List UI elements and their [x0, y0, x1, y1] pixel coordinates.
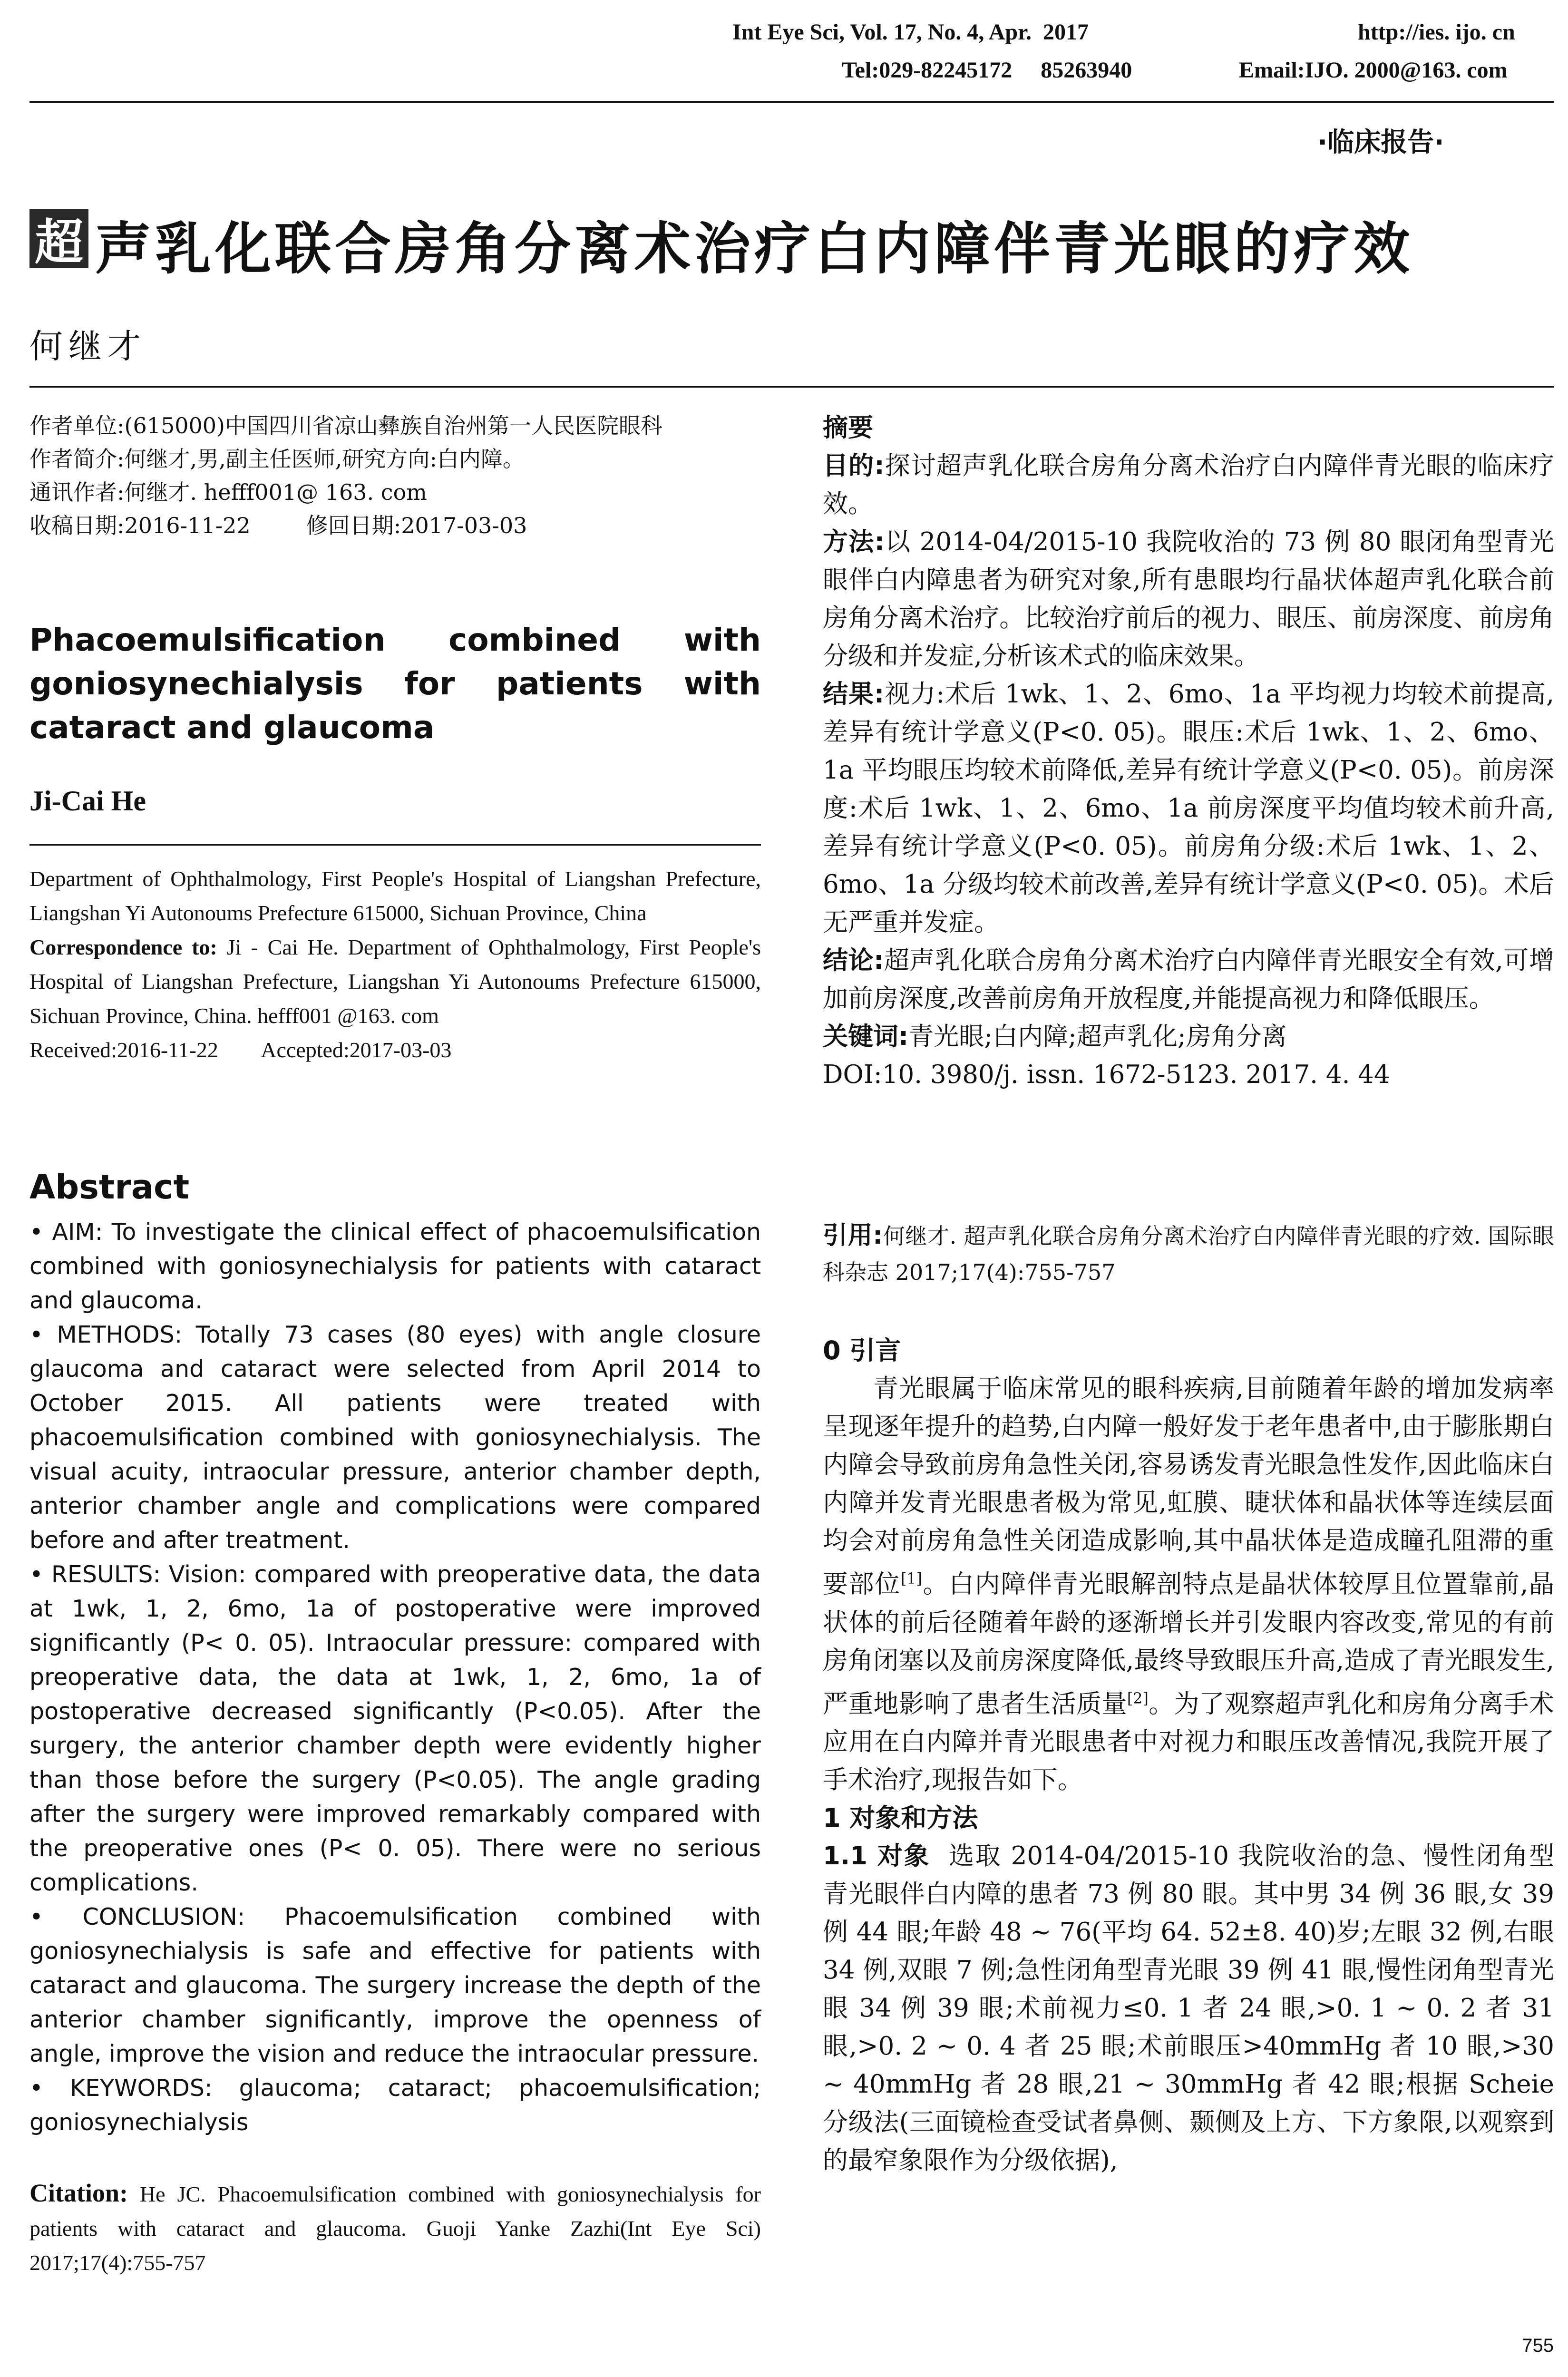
intro-heading: 0 引言: [823, 1335, 901, 1365]
citation-label: Citation:: [29, 2179, 128, 2207]
abstract-cn-results: 结果:视力:术后 1wk、1、2、6mo、1a 平均视力均较术前提高,差异有统计学意义(P<0. 05)。眼压:术后 1wk、1、2、6mo、1a 平均眼压均较术前降低,差异有统计学意义(P<0. 05)。前房深度:术后 1wk、1、2、6mo、1a 前房深度平均值均较术前升高,差异有统计学意义(P<0. 05)。前房角分级:术后 1wk、1、2、6mo、1a 分级均较术前改善,差异有统计学意义(P<0. 05)。术后无严重并发症。: [823, 680, 1554, 937]
journal-info: Int Eye Sci, Vol. 17, No. 4, Apr. 2017: [732, 19, 1089, 45]
doi-line: DOI:10. 3980/j. issn. 1672-5123. 2017. 4. 44: [823, 1060, 1390, 1089]
ref-2: [2]: [1127, 1689, 1149, 1707]
english-author: Ji-Cai He: [29, 785, 146, 817]
intro-paragraph: 青光眼属于临床常见的眼科疾病,目前随着年龄的增加发病率呈现逐年提升的趋势,白内障一般好发于老年患者中,由于膨胀期白内障会导致前房角急性关闭,容易诱发青光眼急性发作,因此临床白内障并发青光眼患者极为常见,虹膜、睫状体和晶状体等连续层面均会对前房角急性关闭造成影响,其中晶状体是造成瞳孔阻滞的重要部位[1]。白内障伴青光眼解剖特点是晶状体较厚且位置靠前,晶状体的前后径随着年龄的逐渐增长并引发眼内容改变,常见的有前房角闭塞以及前房深度降低,最终导致眼压升高,造成了青光眼发生,严重地影响了患者生活质量[2]。为了观察超声乳化和房角分离手术应用在白内障并青光眼患者中对视力和眼压改善情况,我院开展了手术治疗,现报告如下。: [823, 1374, 1555, 1795]
journal-tel: Tel:029-82245172 85263940: [842, 58, 1132, 83]
page-number: 755: [1522, 2335, 1554, 2356]
abstract-cn-conclusion: 结论:超声乳化联合房角分离术治疗白内障伴青光眼安全有效,可增加前房深度,改善前房角开放程度,并能提高视力和降低眼压。: [823, 946, 1554, 1013]
title-rule: [29, 386, 1554, 388]
affiliation-block: [29, 409, 761, 542]
abstract-methods: • METHODS: Totally 73 cases (80 eyes) with angle closure glaucoma and cataract were selected from April 2014 to October 2015. All patients were treated with phacoemulsification combined with goniosynechialysis. The visual acuity, intraocular pressure, anterior chamber depth, anterior chamber angle and complications were compared before and after treatment.: [29, 1321, 761, 1554]
abstract-en-block: [29, 1215, 761, 2140]
methods-heading: 1 对象和方法: [823, 1803, 978, 1833]
correspondence-text: Ji - Cai He. Department of Ophthalmology, First People's Hospital of Liangshan Prefecture, Liangshan Yi Autonoums Prefecture 615000, Sichuan Province, China. hefff001 @163. com: [29, 935, 761, 1028]
title-first-char: 超: [29, 209, 88, 268]
citation-cn: [823, 1218, 1554, 1290]
correspondence-line: 通讯作者:何继才. hefff001@ 163. com: [29, 479, 427, 505]
english-title: Phacoemulsification combined with goniosynechialysis for patients with cataract and glaucoma: [29, 622, 761, 746]
abstract-cn-heading: 摘要: [823, 413, 873, 442]
abstract-conclusion: • CONCLUSION: Phacoemulsification combined with goniosynechialysis is safe and effective for patients with cataract and glaucoma. The surgery increase the depth of the anterior chamber significantly, improve the openness of angle, improve the vision and reduce the intraocular pressure.: [29, 1903, 761, 2067]
abstract-cn-block: [823, 409, 1554, 1094]
subjects-text: 选取 2014-04/2015-10 我院收治的急、慢性闭角型青光眼伴白内障的患者 73 例 80 眼。其中男 34 例 36 眼,女 39 例 44 眼;年龄 48 ~ 76(平均 64. 52±8. 40)岁;左眼 32 例,右眼 34 例,双眼 7 例;急性闭角型青光眼 39 例 41 眼,慢性闭角型青光眼 34 例 39 眼;术前视力≤0. 1 者 24 眼,>0. 1 ~ 0. 2 者 31 眼,>0. 2 ~ 0. 4 者 25 眼;术前眼压>40mmHg 者 10 眼,>30 ~ 40mmHg 者 28 眼,21 ~ 30mmHg 者 42 眼;根据 Scheie 分级法(三面镜检查受试者鼻侧、颞侧及上方、下方象限,以观察到的最窄象限作为分级依据),: [823, 1841, 1554, 2175]
abstract-cn-methods: 方法:以 2014-04/2015-10 我院收治的 73 例 80 眼闭角型青光眼伴白内障患者为研究对象,所有患眼均行晶状体超声乳化联合前房角分离术治疗。比较治疗前后的视力、眼压、前房深度、前房角分级和并发症,分析该术式的临床效果。: [823, 527, 1555, 671]
introduction-block: [823, 1332, 1554, 2180]
correspondence-label: Correspondence to:: [29, 935, 217, 959]
section-tag: ·临床报告·: [1317, 127, 1444, 158]
ref-1: [1]: [900, 1570, 922, 1588]
abstract-heading: Abstract: [29, 1168, 190, 1207]
abstract-cn-aim: 目的:探讨超声乳化联合房角分离术治疗白内障伴青光眼的临床疗效。: [823, 451, 1555, 518]
author-intro-line: 作者简介:何继才,男,副主任医师,研究方向:白内障。: [29, 446, 525, 472]
header-rule: [29, 101, 1554, 103]
citation-en: [29, 2176, 761, 2280]
received-line: Received:2016-11-22 Accepted:2017-03-03: [29, 1038, 452, 1062]
page-title: 声乳化联合房角分离术治疗白内障伴青光眼的疗效: [95, 216, 1414, 282]
affiliation-line: 作者单位:(615000)中国四川省凉山彝族自治州第一人民医院眼科: [29, 413, 662, 438]
citation-text: He JC. Phacoemulsification combined with goniosynechialysis for patients with cataract and glaucoma. Guoji Yanke Zazhi(Int Eye Sci) 2017;17(4):755-757: [29, 2182, 761, 2275]
abstract-keywords: • KEYWORDS: glaucoma; cataract; phacoemulsification; goniosynechialysis: [29, 2075, 761, 2136]
author-name: 何继才: [29, 327, 146, 366]
citation-cn-label: 引用:: [823, 1221, 883, 1250]
department-block: [29, 862, 761, 1067]
citation-cn-text: 何继才. 超声乳化联合房角分离术治疗白内障伴青光眼的疗效. 国际眼科杂志 2017;17(4):755-757: [823, 1223, 1554, 1285]
dates-line: 收稿日期:2016-11-22 修回日期:2017-03-03: [29, 513, 527, 538]
department-text: Department of Ophthalmology, First People's Hospital of Liangshan Prefecture, Liangshan Yi Autonoums Prefecture 615000, Sichuan Province, China: [29, 867, 761, 925]
subjects-label: 1.1 对象: [823, 1841, 931, 1871]
abstract-aim: • AIM: To investigate the clinical effect of phacoemulsification combined with goniosynechialysis for patients with cataract and glaucoma.: [29, 1218, 761, 1314]
journal-email: Email:IJO. 2000@163. com: [1239, 58, 1508, 83]
methods-subjects: [823, 1837, 1554, 2180]
abstract-cn-keywords: 关键词:青光眼;白内障;超声乳化;房角分离: [823, 1022, 1287, 1051]
journal-url: http://ies. ijo. cn: [1358, 19, 1515, 45]
abstract-results: • RESULTS: Vision: compared with preoperative data, the data at 1wk, 1, 2, 6mo, 1a of postoperative were improved significantly (P< 0. 05). Intraocular pressure: compared with preoperative data, the data at 1wk, 1, 2, 6mo, 1a of postoperative decreased significantly (P<0.05). After the surgery, the anterior chamber depth were evidently higher than those before the surgery (P<0.05). The angle grading after the surgery were improved remarkably compared with the preoperative ones (P< 0. 05). There were no serious complications.: [29, 1561, 761, 1896]
correspondence-en: [29, 930, 761, 1033]
english-author-rule: [29, 844, 761, 846]
